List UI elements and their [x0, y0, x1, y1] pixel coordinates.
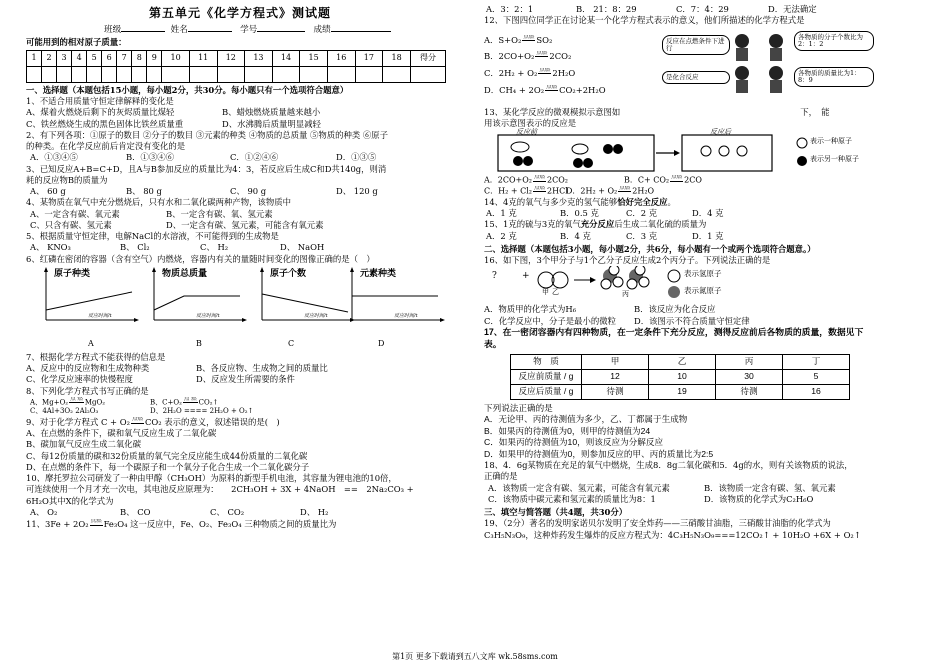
q14-option-d[interactable]: D．4 克 — [692, 208, 724, 219]
q12-c-cond-text: 点燃 — [539, 67, 551, 73]
q1-stem: 1、不适合用质量守恒定律解释的变化是 — [26, 96, 174, 107]
q13-c-cond — [533, 186, 546, 197]
score-col-header: 16 — [327, 50, 355, 66]
q2-stem-line1: 2、有下列各项：①原子的数目 ②分子的数目 ③元素的种类 ④物质的总质量 ⑤物质的种类 ⑥原子 — [26, 129, 389, 140]
q15-stem-left: 15、1克的硫与3克的氧气 — [484, 219, 581, 230]
q19-line1: 19、（2分）著名的发明家诺贝尔发明了安全炸药——三硝酸甘油脂，三硝酸甘油脂的化学式为 — [484, 518, 831, 529]
q12-b-cond-text: 点燃 — [536, 50, 548, 56]
q15-stem-end: 后生成二氧化硫的质量为 — [614, 219, 707, 230]
score-col-header: 4 — [72, 50, 87, 66]
q17-cell: 待测 — [716, 384, 783, 399]
q6-chart-c — [256, 266, 356, 338]
q13-stem-line1 — [484, 107, 924, 118]
q8-a-right: MgO₂ — [84, 398, 106, 407]
q18-option-c[interactable]: C．该物质中碳元素和氢元素的质量比为8：1 — [488, 493, 656, 504]
q15-stem-emph: 充分反应 — [580, 219, 615, 230]
score-cell[interactable] — [300, 66, 328, 82]
score-cell[interactable] — [383, 66, 411, 82]
q13-legend-2: 表示另一种原子 — [810, 155, 859, 163]
score-cell[interactable] — [132, 66, 147, 82]
section2-heading: 二、选择题（本题包括3小题，每小题2分，共6分，每小题有一个或两个选项符合题意。） — [484, 243, 816, 254]
q13-d-left: D．2H₂ + O₂ — [566, 186, 618, 196]
q17-question: 下列说法正确的是 — [484, 402, 553, 413]
q10-stem-line3: 6H₂O其中X的化学式为 — [26, 495, 114, 506]
score-cell[interactable] — [147, 66, 162, 82]
q17-cell: 19 — [649, 384, 716, 399]
q1-option-a[interactable]: A、煤着火燃烧后剩下的灰烬质量比煤轻 — [26, 107, 175, 118]
score-col-header: 15 — [300, 50, 328, 66]
q5-option-d[interactable]: D、 NaOH — [280, 242, 325, 253]
name-label: 姓名 — [170, 25, 188, 36]
q6-chart-d-title: 元素种类 — [360, 268, 397, 279]
q6-option-c[interactable]: C — [288, 338, 295, 348]
q16-option-a[interactable]: A．物质甲的化学式为H₆ — [484, 304, 577, 315]
student-info — [26, 23, 454, 37]
q17-header-bing: 丙 — [716, 354, 783, 369]
q11-option-a[interactable]: A．3：2：1 — [486, 4, 534, 14]
q6-chart-d — [346, 266, 446, 338]
q6-chart-b-line — [154, 296, 240, 310]
q10-option-d[interactable]: D、 H₂ — [300, 506, 329, 517]
q12-stem: 12、下图四位同学正在讨论某一个化学方程式表示的意义，他们所描述的化学方程式是 — [484, 15, 805, 26]
q13-b-left: B．C+ CO₂ — [624, 175, 670, 185]
q12-students-illustration — [728, 29, 792, 95]
q13-option-a[interactable] — [484, 175, 624, 186]
q1-option-d[interactable]: D、水沸腾后质量明显减轻 — [222, 118, 321, 129]
score-col-header: 18 — [383, 50, 411, 66]
q5-stem: 5、根据质量守恒定律，电解NaCl的水溶液，不可能得到的生成物是 — [26, 231, 279, 242]
q14-stem-emph: 恰好完全反应 — [617, 196, 668, 207]
score-total-cell[interactable] — [411, 66, 446, 82]
q13-legend-1: 表示一种原子 — [810, 137, 852, 145]
q6-chart-a-title: 原子种类 — [54, 268, 91, 279]
section3-heading: 三、填空与简答题（共4题，共30分） — [484, 507, 628, 518]
q18-option-a[interactable]: A．该物质一定含有碳、氢元素，可能含有氧元素 — [488, 482, 670, 493]
q16-diagram — [484, 266, 924, 304]
score-cell[interactable] — [102, 66, 117, 82]
q3-option-a[interactable]: A、 60 g — [30, 186, 66, 197]
left-column — [26, 0, 454, 530]
q9-cond — [131, 417, 144, 428]
q14-option-a[interactable]: A．1 克 — [486, 208, 517, 219]
q17-cell: 10 — [649, 369, 716, 384]
q6-chart-a-line — [46, 292, 132, 310]
q6-chart-d-xlabel: 反应时间/t — [394, 312, 418, 319]
q13-a-cond — [533, 175, 546, 186]
q19-line2: C₃H₅N₃O₉，这种炸药发生爆炸的反应方程式为：4C₃H₅N₃O₉===12CO₂↑ + 10H₂O +6X + O₂↑ — [484, 529, 861, 540]
score-col-header: 8 — [132, 50, 147, 66]
q12-c-right: 2H₂O — [552, 67, 576, 78]
q13-reaction-svg — [484, 129, 924, 175]
q15-stem — [484, 219, 924, 230]
q17-header-ding: 丁 — [783, 354, 850, 369]
q11-cond — [90, 519, 103, 530]
q10-option-b[interactable]: B、 CO — [120, 506, 151, 517]
score-col-header: 12 — [217, 50, 245, 66]
q11-stem-right: Fe₃O₄ 这一反应中，Fe、O₂、Fe₃O₄ 三种物质之间的质量比为 — [103, 519, 337, 530]
number-label: 学号 — [240, 25, 258, 36]
q16-legend-n: 表示氮原子 — [684, 286, 722, 296]
q13-c-right: 2HCl — [547, 186, 568, 196]
score-col-header: 10 — [162, 50, 190, 66]
section1-heading: 一、选择题（本题包括15小题，每小题2分，共30分。每小题只有一个选项符合题意） — [26, 84, 349, 95]
score-table — [26, 50, 446, 83]
q12-b-right: 2CO₂ — [549, 50, 572, 61]
score-cell[interactable] — [162, 66, 190, 82]
q6-option-a[interactable]: A — [88, 338, 94, 348]
q17-option-c[interactable]: C．如果丙的待测值为10，则该反应为分解反应 — [484, 437, 664, 448]
q6-chart-b — [148, 266, 248, 338]
q12-option-b[interactable] — [484, 51, 571, 62]
q13-c-cond-text: 点燃 — [533, 185, 545, 191]
score-blank[interactable] — [331, 23, 391, 32]
q9-option-b[interactable]: B、碳加氧气反应生成二氧化碳 — [26, 439, 142, 450]
score-col-header: 6 — [102, 50, 117, 66]
q3-stem-line2: 耗的反应物B的质量为 — [26, 174, 108, 185]
score-cell[interactable] — [327, 66, 355, 82]
q13-stem-line2: 用该示意图表示的反应是 — [484, 117, 577, 128]
q5-option-c[interactable]: C、 H₂ — [200, 242, 229, 253]
q4-option-b[interactable]: B、一定含有碳、氧、氢元素 — [166, 208, 273, 219]
q9-stem — [26, 417, 454, 428]
atomic-mass-label: 可能用到的相对原子质量： — [26, 36, 127, 47]
q6-charts — [26, 266, 454, 348]
page-title: 第五单元《化学方程式》测试题 — [148, 6, 331, 20]
q15-option-b[interactable]: B．4 克 — [560, 230, 591, 241]
q6-chart-c-title: 原子个数 — [270, 268, 307, 279]
q8-a-left: A、Mg+O₂ — [30, 398, 69, 407]
q11-option-c[interactable]: C．7：4：29 — [676, 4, 729, 14]
q6-chart-b-xlabel: 反应时间/t — [196, 312, 220, 319]
q6-stem: 6、红磷在密闭的容器（含有空气）内燃烧，容器内有关的量随时间变化的图像正确的是（ ） — [26, 253, 375, 264]
page-footer: 第1页 更多下载请到五八文库 wk.58sms.com — [392, 652, 558, 661]
score-cell[interactable] — [72, 66, 87, 82]
score-cell[interactable] — [189, 66, 217, 82]
q13-option-d[interactable] — [566, 186, 654, 197]
q5-option-a[interactable]: A、 KNO₃ — [30, 242, 71, 253]
q17-option-b[interactable]: B．如果丙的待测值为0，则甲的待测值为24 — [484, 425, 651, 436]
score-cell[interactable] — [27, 66, 42, 82]
q12-b-left: B．2CO+O₂ — [484, 50, 535, 61]
q17-cell: 待测 — [582, 384, 649, 399]
svg-text:+: + — [522, 271, 530, 282]
class-blank[interactable] — [121, 23, 165, 32]
q8-stem: 8、下列化学方程式书写正确的是 — [26, 385, 149, 396]
q18-option-b[interactable]: B．该物质一定含有碳、氢、氧元素 — [704, 482, 836, 493]
q14-stem — [484, 197, 924, 208]
score-col-header: 11 — [189, 50, 217, 66]
score-cell[interactable] — [217, 66, 245, 82]
q13-stem-right: 下， 能 — [800, 106, 830, 117]
q12-option-d[interactable] — [484, 85, 606, 96]
q16-molecule-svg — [484, 266, 784, 304]
q8-b-cond-text: 点 燃 — [183, 396, 197, 402]
class-label: 班级 — [104, 25, 122, 36]
q12-b-cond — [535, 51, 548, 62]
q17-cell: 16 — [783, 384, 850, 399]
q8-a-cond — [69, 397, 84, 408]
q10-option-a[interactable]: A、 O₂ — [30, 506, 58, 517]
q12-bubble-1: 反应在点燃条件下进行 — [662, 35, 730, 56]
q12-a-left: A．S+O₂ — [484, 34, 522, 45]
q4-stem: 4、某物质在氧气中充分燃烧后，只有水和二氧化碳两种产物，该物质中 — [26, 197, 291, 208]
q3-option-b[interactable]: B、 80 g — [126, 186, 162, 197]
q17-option-a[interactable]: A．无论甲、丙的待测值为多少，乙、丁都属于生成物 — [484, 414, 688, 425]
q12-a-cond-text: 点燃 — [523, 34, 535, 40]
q9-option-c[interactable]: C、每12份质量的碳和32份质量的氧气完全反应能生成44份质量的二氧化碳 — [26, 450, 308, 461]
q6-option-d[interactable]: D — [378, 338, 385, 348]
q3-stem-line1: 3、已知反应A+B=C+D，且A与B参加反应的质量比为4：3，若反应后生成C和D共140g，则消 — [26, 163, 387, 174]
score-total-header: 得分 — [411, 50, 446, 66]
q17-row-after-label: 反应后质量 / g — [511, 384, 582, 399]
q8-option-d[interactable]: D、2H₂O ==== 2H₂O + O₂↑ — [150, 407, 254, 416]
q8-b-left: B、C+O₂ — [150, 398, 182, 407]
q4-option-d[interactable]: D、一定含有碳、氢元素，可能含有氧元素 — [166, 219, 324, 230]
q13-a-right: 2CO₂ — [547, 175, 569, 185]
q17-header-jia: 甲 — [582, 354, 649, 369]
q6-chart-b-title: 物质总质量 — [162, 268, 208, 279]
q12-d-right: CO₂+2H₂O — [559, 84, 606, 95]
q9-option-d[interactable]: D、在点燃的条件下，每一个碳原子和一个氧分子化合生成一个二氧化碳分子 — [26, 461, 310, 472]
right-column — [484, 0, 924, 541]
q12-d-left: D．CH₄ + 2O₂ — [484, 84, 545, 95]
q7-option-b[interactable]: B、各反应物、生成物之间的质量比 — [196, 363, 328, 374]
q17-header-yi: 乙 — [649, 354, 716, 369]
q11-stem — [26, 519, 454, 530]
q9-stem-left: 9、对于化学方程式 C + O₂ — [26, 416, 130, 427]
q14-stem-end: 。 — [667, 196, 676, 207]
q13-diagram — [484, 129, 924, 175]
q13-d-right: 2H₂O — [632, 186, 655, 196]
q13-d-cond — [618, 186, 631, 197]
q11-option-b[interactable]: B． 21：8：29 — [576, 4, 637, 14]
q7-option-d[interactable]: D、反应发生所需要的条件 — [196, 374, 295, 385]
q17-cell: 5 — [783, 369, 850, 384]
q12-c-cond — [538, 68, 551, 79]
q10-stem-line1: 10、摩托罗拉公司研发了一种由甲醇（CH₃OH）为原料的新型手机电池，其容量为锂电池的10倍， — [26, 473, 397, 484]
q2-option-d[interactable]: D．①③⑤ — [336, 152, 377, 163]
q1-option-b[interactable]: B、蜡烛燃烧质量越来越小 — [222, 107, 321, 118]
q12-d-cond-text: 点燃 — [546, 84, 558, 90]
q4-option-c[interactable]: C、只含有碳、氢元素 — [30, 219, 112, 230]
q17-header-substance: 物 质 — [511, 354, 582, 369]
q13-option-c[interactable] — [484, 186, 566, 197]
svg-text:?: ? — [492, 271, 497, 282]
q2-option-c[interactable]: C．①②④⑥ — [230, 152, 279, 163]
q18-stem-line1: 18、4．6g某物质在充足的氧气中燃烧，生成8．8g二氧化碳和5．4g的水，则有关该物质的说法， — [484, 460, 853, 471]
q5-option-b[interactable]: B、 Cl₂ — [120, 242, 150, 253]
q17-stem-line1: 17、在一密闭容器内有四种物质，在一定条件下充分反应，测得反应前后各物质的质量，数据见下 — [484, 326, 864, 337]
q16-label-bing: 丙 — [622, 290, 629, 299]
number-blank[interactable] — [257, 23, 305, 32]
q9-cond-text: 点燃 — [131, 416, 143, 423]
q7-option-c[interactable]: C、化学反应速率的快慢程度 — [26, 374, 133, 385]
q11-cond-text: 点燃 — [90, 519, 102, 525]
q8-a-cond-text: 点 燃 — [70, 396, 83, 402]
q9-option-a[interactable]: A、在点燃的条件下，碳和氧气反应生成了二氧化碳 — [26, 428, 217, 439]
q13-c-left: C．H₂ + Cl₂ — [484, 186, 532, 196]
q11-stem-left: 11、3Fe + 2O₂ — [26, 519, 89, 530]
q16-option-b[interactable]: B．该反应为化合反应 — [634, 304, 716, 315]
q9-stem-right: CO₂ 表示的意义，叙述错误的是( ) — [144, 416, 280, 427]
score-col-header: 2 — [42, 50, 57, 66]
q16-label-jia: 甲 — [542, 288, 549, 297]
q18-option-d[interactable]: D．该物质的化学式为C₂H₆O — [704, 493, 814, 504]
q13-after-label: 反应后 — [710, 128, 731, 136]
q6-option-b[interactable]: B — [196, 338, 202, 348]
q16-stem: 16、如下图，3个甲分子与1个乙分子反应生成2个丙分子。下列说法正确的是 — [484, 255, 771, 266]
score-cell[interactable] — [272, 66, 300, 82]
q8-option-a[interactable] — [30, 397, 150, 408]
q6-chart-c-xlabel: 反应时间/t — [304, 312, 328, 319]
q15-option-c[interactable]: C．3 克 — [626, 230, 658, 241]
q2-option-a[interactable]: A．①③④⑤ — [30, 152, 78, 163]
q12-option-c[interactable] — [484, 68, 575, 79]
q11-option-d[interactable]: D．无法确定 — [768, 4, 817, 14]
q13-before-label: 反应前 — [516, 128, 537, 136]
q14-option-b[interactable]: B．0.5 克 — [560, 208, 599, 219]
q8-option-b[interactable] — [150, 397, 218, 408]
q7-stem: 7、根据化学方程式不能获得的信息是 — [26, 351, 166, 362]
q16-label-yi: 乙 — [552, 288, 559, 297]
score-col-header: 3 — [57, 50, 72, 66]
q17-row-before-label: 反应前质量 / g — [511, 369, 582, 384]
q6-chart-c-line — [262, 294, 348, 312]
q15-option-a[interactable]: A．2 克 — [486, 230, 517, 241]
q10-stem-line2: 可连续使用一个月才充一次电，其电池反应原理为： 2CH₃OH + 3X + 4NaOH == 2Na₂CO₃ + — [26, 484, 414, 495]
score-col-header: 9 — [147, 50, 162, 66]
score-cell[interactable] — [355, 66, 383, 82]
q16-option-c[interactable]: C．化学反应中，分子是最小的微粒 — [484, 315, 617, 326]
score-cell[interactable] — [117, 66, 132, 82]
q13-d-cond-text: 点燃 — [619, 185, 631, 191]
q12-option-a[interactable] — [484, 35, 552, 46]
q17-cell: 30 — [716, 369, 783, 384]
q12-d-cond — [545, 85, 558, 96]
score-cell[interactable] — [87, 66, 102, 82]
score-cell[interactable] — [57, 66, 72, 82]
q6-chart-a — [40, 266, 140, 338]
q13-b-cond-text: 点燃 — [671, 175, 683, 180]
q8-b-right: CO₂↑ — [198, 398, 219, 407]
q12-c-left: C．2H₂ + O₂ — [484, 67, 538, 78]
q12-a-cond — [522, 35, 535, 46]
q18-stem-line2: 正确的是 — [484, 471, 518, 482]
q6-chart-a-xlabel: 反应时间/t — [88, 312, 112, 319]
q17-option-d[interactable]: D．如果甲的待测值为0，则参加反应的甲、丙的质量比为2:5 — [484, 448, 714, 459]
q4-option-a[interactable]: A、一定含有碳、氧元素 — [30, 208, 120, 219]
q17-data-table — [510, 354, 850, 400]
q7-option-a[interactable]: A、反应中的反应物和生成物种类 — [26, 363, 150, 374]
q14-option-c[interactable]: C．2 克 — [626, 208, 658, 219]
score-col-header: 1 — [27, 50, 42, 66]
q17-stem-line2: 表。 — [484, 338, 502, 349]
q12-bubble-2: 各物质的分子个数比为2：1：2 — [794, 31, 874, 52]
q3-option-d[interactable]: D、 120 g — [336, 186, 378, 197]
q8-option-c[interactable]: C、4Al+3O₂ 2Al₂O₃ — [30, 407, 99, 416]
score-col-header: 5 — [87, 50, 102, 66]
q16-option-d[interactable]: D．该图示不符合质量守恒定律 — [634, 315, 750, 326]
q13-stem-left: 13、某化学反应的微观模拟示意图如 — [484, 106, 621, 117]
q13-a-cond-text: 点燃 — [534, 175, 546, 180]
q12-figure-area — [484, 27, 924, 97]
q13-b-right: 2CO — [684, 175, 702, 185]
score-label: 成绩 — [313, 25, 331, 36]
q2-option-b[interactable]: B．①③④⑥ — [126, 152, 175, 163]
q8-b-cond — [183, 397, 198, 408]
q16-legend-h: 表示氢原子 — [684, 269, 722, 279]
q3-option-c[interactable]: C、 90 g — [230, 186, 267, 197]
q2-stem-line2: 的种类。在化学反应前后肯定没有变化的是 — [26, 141, 186, 152]
score-col-header: 14 — [272, 50, 300, 66]
score-cell[interactable] — [42, 66, 57, 82]
q1-option-c[interactable]: C、铁丝燃烧生成的黑色固体比铁丝质量重 — [26, 118, 184, 129]
score-cell[interactable] — [245, 66, 273, 82]
q12-bubble-4: 各物质的质量比为1：8：9 — [794, 67, 874, 88]
q13-a-left: A．2CO+O₂ — [484, 175, 533, 185]
q17-cell: 12 — [582, 369, 649, 384]
q13-option-b[interactable] — [624, 175, 702, 186]
q14-stem-left: 14、4克的氧气与多少克的氢气能够 — [484, 196, 618, 207]
score-col-header: 7 — [117, 50, 132, 66]
q12-bubble-3: 是化合反应 — [662, 71, 730, 84]
q10-option-c[interactable]: C、 CO₂ — [210, 506, 245, 517]
score-col-header: 13 — [245, 50, 273, 66]
q15-option-d[interactable]: D．1 克 — [692, 230, 724, 241]
score-col-header: 17 — [355, 50, 383, 66]
q13-b-cond — [670, 175, 683, 186]
name-blank[interactable] — [188, 23, 232, 32]
q12-a-right: SO₂ — [536, 34, 553, 45]
